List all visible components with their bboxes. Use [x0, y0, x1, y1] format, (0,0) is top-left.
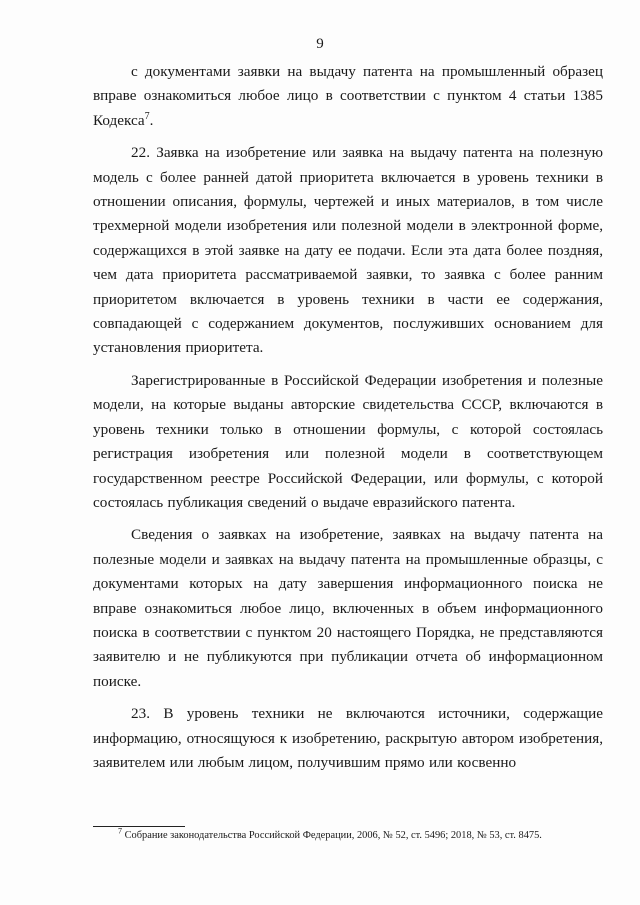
paragraph-text: 23. В уровень техники не включаются источники, содержащие информацию, относящуюся к изобретению, раскрытую автором изобретения, заявителем или любым лицом, получившим прямо или косвенно [93, 705, 603, 771]
paragraph-registered-inventions [93, 369, 603, 515]
paragraph-item-23 [93, 702, 603, 775]
paragraph-end: . [149, 111, 154, 129]
footnote-mark: 7 [118, 826, 122, 836]
paragraph-item-22 [93, 141, 603, 361]
paragraph-text: Зарегистрированные в Российской Федерации изобретения и полезные модели, на которые выданы авторские свидетельства СССР, включаются в уровень техники только в отношении формулы, с которой состоялась регистрация изобретения или полезной модели в соответствующем государственном реестре Российской Федерации, или формулы, с которой состоялась публикация сведений о выдаче евразийского патента. [93, 371, 603, 511]
footnote-text: Собрание законодательства Российской Федерации, 2006, № 52, ст. 5496; 2018, № 53, ст. 8475. [124, 830, 542, 841]
document-body [93, 60, 603, 783]
paragraph-continuation [93, 60, 603, 133]
page-number: 9 [316, 36, 324, 52]
footnote [118, 826, 542, 843]
paragraph-application-info [93, 523, 603, 694]
footnote-divider [93, 826, 185, 827]
paragraph-text: Сведения о заявках на изобретение, заявках на выдачу патента на полезные модели и заявках на выдачу патента на промышленные образцы, с документами которых на дату завершения информационного поиска не вправе ознакомиться любое лицо, включенных в объем информационного поиска в соответствии с пунктом 20 настоящего Порядка, не представляются заявителю и не публикуются при публикации отчета об информационном поиске. [93, 526, 603, 690]
footnote-reference: 7 [144, 110, 150, 122]
paragraph-text: с документами заявки на выдачу патента на промышленный образец вправе ознакомиться любое лицо в соответствии с пунктом 4 статьи 1385 Кодекса [93, 63, 603, 129]
paragraph-text: 22. Заявка на изобретение или заявка на выдачу патента на полезную модель с более ранней датой приоритета включается в уровень техники в отношении описания, формулы, чертежей и иных материалов, в том числе трехмерной модели изобретения или полезной модели в электронной форме, содержащихся в этой заявке на дату ее подачи. Если эта дата более поздняя, чем дата приоритета рассматриваемой заявки, то заявка с более ранним приоритетом включается в уровень техники в части ее содержания, совпадающей с содержанием документов, послуживших основанием для установления приоритета. [93, 144, 603, 357]
